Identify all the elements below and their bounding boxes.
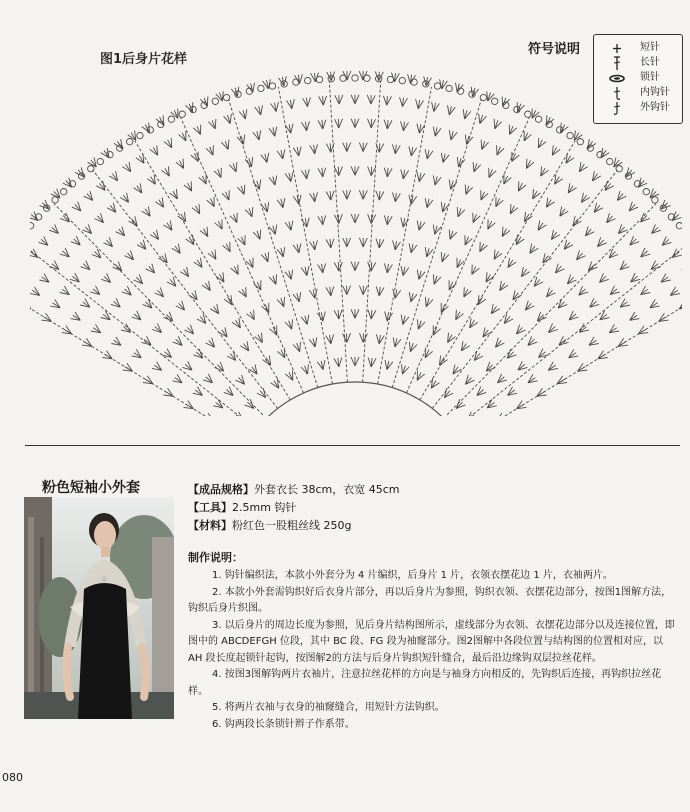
spec-tools bbox=[188, 499, 400, 517]
legend-label: 短针 bbox=[640, 42, 660, 53]
spec-label: 【材料】 bbox=[188, 519, 232, 532]
legend-label: 锁针 bbox=[640, 72, 660, 83]
product-title: 粉色短袖小外套 bbox=[42, 480, 140, 496]
legend-label: 长针 bbox=[640, 57, 660, 68]
fan-pattern bbox=[30, 71, 682, 416]
instruction-step: 2. 本款小外套需钩织好后衣身片部分，再以后身片为参照，钩织衣领、衣摆花边部分，按图1图解方法，钩织后身片织图。 bbox=[188, 586, 672, 614]
instruction-step: 4. 按图3图解钩两片衣袖片，注意拉丝花样的方向是与袖身方向相反的，先钩织后连接，再钩织拉丝花样。 bbox=[188, 669, 662, 697]
instruction-steps bbox=[188, 568, 680, 733]
section-divider bbox=[25, 445, 680, 446]
instructions-title: 制作说明： bbox=[188, 551, 243, 564]
legend-label: 外钩针 bbox=[640, 102, 670, 113]
model-photo bbox=[24, 497, 174, 719]
legend-label: 内钩针 bbox=[640, 87, 670, 98]
spec-value: 粉红色一股粗丝线 250g bbox=[232, 519, 352, 532]
spec-label: 【成品规格】 bbox=[188, 483, 254, 496]
spec-label: 【工具】 bbox=[188, 501, 232, 514]
product-specs bbox=[188, 481, 400, 535]
legend-title: 符号说明 bbox=[528, 42, 581, 57]
legend-item-short bbox=[594, 41, 682, 56]
page-number: 080 bbox=[2, 771, 23, 784]
instruction-step: 3. 以后身片的周边长度为参照，见后身片结构图所示，虚线部分为衣领、衣摆花边部分以及连接位置，即图中的 ABCDEFGH 位段，其中 BC 段、FG 段为袖窿部分。图2图解中各段位置与结构图的位置相对应，以 AH 段长度起锁针起钩，按图解2的方法与后身片钩织短针缝合，最后沿边缘钩双层拉丝花样。 bbox=[188, 619, 675, 664]
spec-value: 外套衣长 38cm，衣宽 45cm bbox=[254, 483, 400, 496]
instruction-step: 1. 钩针编织法，本款小外套分为 4 片编织，后身片 1 片，衣领衣摆花边 1 片，衣袖两片。 bbox=[212, 570, 613, 581]
instruction-step: 5. 将两片衣袖与衣身的袖窿缝合，用短针方法钩织。 bbox=[212, 702, 445, 713]
instruction-step: 6. 钩两段长条锁针辫子作系带。 bbox=[212, 718, 355, 730]
spec-materials bbox=[188, 517, 400, 535]
figure-title: 图1后身片花样 bbox=[100, 52, 188, 67]
fan-stitch-diagram bbox=[30, 56, 682, 416]
spec-value: 2.5mm 钩针 bbox=[232, 501, 297, 514]
short-stitch-icon bbox=[608, 41, 626, 56]
spec-size bbox=[188, 481, 400, 499]
